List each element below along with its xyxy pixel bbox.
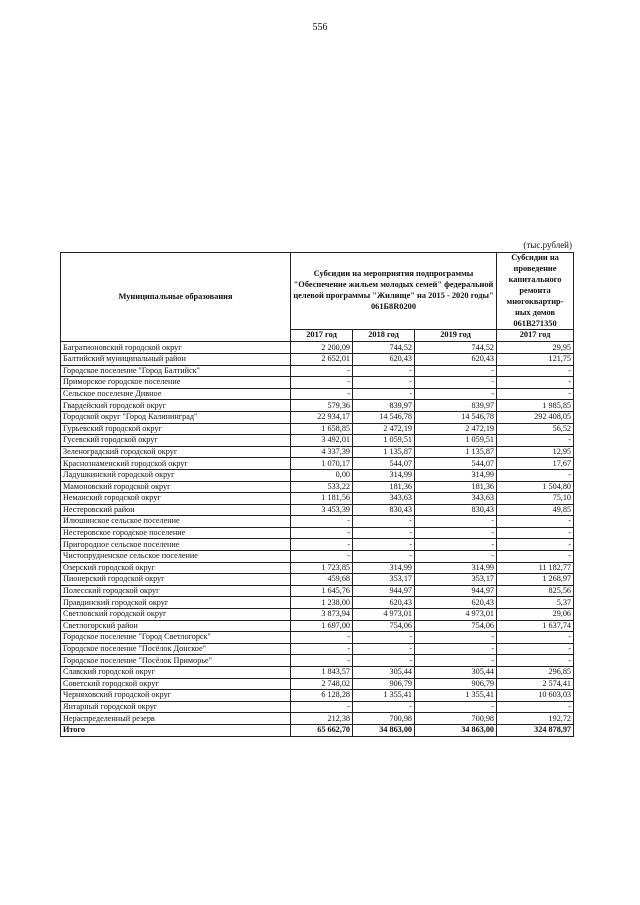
table-row bbox=[61, 539, 574, 551]
value-cell: 1 504,80 bbox=[497, 481, 574, 493]
value-cell: 825,56 bbox=[497, 585, 574, 597]
municipality-name: Городское поселение "Посёлок Донское" bbox=[61, 643, 291, 655]
value-cell: - bbox=[415, 632, 497, 644]
value-cell: 353,17 bbox=[353, 574, 415, 586]
value-cell: 1 070,17 bbox=[291, 458, 353, 470]
municipality-name: Правдинский городской округ bbox=[61, 597, 291, 609]
value-cell: 579,36 bbox=[291, 400, 353, 412]
value-cell: 544,07 bbox=[353, 458, 415, 470]
municipality-name: Нестеровское городское поселение bbox=[61, 527, 291, 539]
value-cell: 744,52 bbox=[415, 342, 497, 354]
table-row bbox=[61, 609, 574, 621]
table-row bbox=[61, 585, 574, 597]
value-cell: - bbox=[353, 365, 415, 377]
header-year-2019: 2019 год bbox=[415, 330, 497, 342]
municipality-name: Гвардейский городской округ bbox=[61, 400, 291, 412]
table-row bbox=[61, 458, 574, 470]
value-cell: 906,79 bbox=[415, 678, 497, 690]
value-cell: - bbox=[353, 527, 415, 539]
value-cell: 1 059,51 bbox=[415, 435, 497, 447]
value-cell: - bbox=[497, 365, 574, 377]
value-cell: 1 355,41 bbox=[353, 690, 415, 702]
municipality-name: Гусевский городской округ bbox=[61, 435, 291, 447]
header-year-2017: 2017 год bbox=[291, 330, 353, 342]
value-cell: 1 697,00 bbox=[291, 620, 353, 632]
table-row bbox=[61, 655, 574, 667]
table-row bbox=[61, 481, 574, 493]
value-cell: - bbox=[291, 643, 353, 655]
value-cell: 75,10 bbox=[497, 493, 574, 505]
value-cell: - bbox=[497, 435, 574, 447]
table-row bbox=[61, 504, 574, 516]
table-row bbox=[61, 388, 574, 400]
table-row bbox=[61, 667, 574, 679]
value-cell: 2 652,01 bbox=[291, 353, 353, 365]
municipality-name: Пригородное сельское поселение bbox=[61, 539, 291, 551]
value-cell: - bbox=[497, 655, 574, 667]
table-row bbox=[61, 527, 574, 539]
value-cell: 1 238,00 bbox=[291, 597, 353, 609]
table-row bbox=[61, 516, 574, 528]
subsidies-table bbox=[60, 252, 574, 737]
municipality-name: Городское поселение "Посёлок Приморье" bbox=[61, 655, 291, 667]
municipality-name: Чистопрудненское сельское поселение bbox=[61, 551, 291, 563]
value-cell: 34 863,00 bbox=[353, 724, 415, 736]
value-cell: 296,85 bbox=[497, 667, 574, 679]
value-cell: 2 748,02 bbox=[291, 678, 353, 690]
value-cell: - bbox=[415, 551, 497, 563]
value-cell: - bbox=[497, 469, 574, 481]
value-cell: 839,97 bbox=[415, 400, 497, 412]
value-cell: - bbox=[415, 365, 497, 377]
table-row bbox=[61, 365, 574, 377]
municipality-name: Полесский городской округ bbox=[61, 585, 291, 597]
municipality-name: Багратионовский городской округ bbox=[61, 342, 291, 354]
value-cell: 1 135,87 bbox=[353, 446, 415, 458]
value-cell: - bbox=[291, 655, 353, 667]
value-cell: 49,85 bbox=[497, 504, 574, 516]
table-row bbox=[61, 597, 574, 609]
value-cell: 5,37 bbox=[497, 597, 574, 609]
value-cell: 4 973,01 bbox=[415, 609, 497, 621]
value-cell: 292 408,05 bbox=[497, 411, 574, 423]
value-cell: - bbox=[291, 632, 353, 644]
table-row bbox=[61, 701, 574, 713]
value-cell: 305,44 bbox=[353, 667, 415, 679]
value-cell: - bbox=[353, 539, 415, 551]
municipality-name: Светлогорский район bbox=[61, 620, 291, 632]
value-cell: 744,52 bbox=[353, 342, 415, 354]
value-cell: 6 128,28 bbox=[291, 690, 353, 702]
value-cell: 830,43 bbox=[415, 504, 497, 516]
value-cell: 754,06 bbox=[353, 620, 415, 632]
municipality-name: Светловский городской округ bbox=[61, 609, 291, 621]
municipality-name: Мамоновский городской округ bbox=[61, 481, 291, 493]
value-cell: 324 878,97 bbox=[497, 724, 574, 736]
value-cell: - bbox=[291, 539, 353, 551]
value-cell: - bbox=[291, 527, 353, 539]
municipality-name: Нестеровский район bbox=[61, 504, 291, 516]
value-cell: 314,99 bbox=[415, 562, 497, 574]
value-cell: 2 472,19 bbox=[415, 423, 497, 435]
value-cell: 29,95 bbox=[497, 342, 574, 354]
value-cell: 343,63 bbox=[353, 493, 415, 505]
municipality-name: Советский городской округ bbox=[61, 678, 291, 690]
value-cell: 1 658,85 bbox=[291, 423, 353, 435]
value-cell: 1 723,85 bbox=[291, 562, 353, 574]
table-row bbox=[61, 620, 574, 632]
value-cell: 314,99 bbox=[353, 469, 415, 481]
table-row bbox=[61, 353, 574, 365]
municipality-name: Итого bbox=[61, 724, 291, 736]
table-row bbox=[61, 690, 574, 702]
value-cell: - bbox=[353, 632, 415, 644]
value-cell: 754,06 bbox=[415, 620, 497, 632]
value-cell: 29,06 bbox=[497, 609, 574, 621]
value-cell: 839,97 bbox=[353, 400, 415, 412]
value-cell: 10 603,03 bbox=[497, 690, 574, 702]
value-cell: 1 985,85 bbox=[497, 400, 574, 412]
table-row bbox=[61, 377, 574, 389]
value-cell: 56,52 bbox=[497, 423, 574, 435]
table-row bbox=[61, 574, 574, 586]
value-cell: 700,98 bbox=[353, 713, 415, 725]
table-row bbox=[61, 493, 574, 505]
value-cell: 181,36 bbox=[353, 481, 415, 493]
value-cell: 65 662,70 bbox=[291, 724, 353, 736]
value-cell: - bbox=[291, 551, 353, 563]
value-cell: - bbox=[497, 551, 574, 563]
table-row bbox=[61, 342, 574, 354]
value-cell: 620,43 bbox=[415, 353, 497, 365]
value-cell: - bbox=[497, 527, 574, 539]
total-row bbox=[61, 724, 574, 736]
municipality-name: Зеленоградский городской округ bbox=[61, 446, 291, 458]
value-cell: - bbox=[291, 365, 353, 377]
table-row bbox=[61, 678, 574, 690]
value-cell: 212,38 bbox=[291, 713, 353, 725]
municipality-name: Ладушкинский городской округ bbox=[61, 469, 291, 481]
table-row bbox=[61, 551, 574, 563]
value-cell: - bbox=[415, 701, 497, 713]
value-cell: - bbox=[415, 539, 497, 551]
value-cell: 533,22 bbox=[291, 481, 353, 493]
value-cell: - bbox=[415, 643, 497, 655]
value-cell: - bbox=[415, 516, 497, 528]
value-cell: 1 181,56 bbox=[291, 493, 353, 505]
value-cell: 34 863,00 bbox=[415, 724, 497, 736]
table-row bbox=[61, 446, 574, 458]
value-cell: 2 200,09 bbox=[291, 342, 353, 354]
value-cell: 3 873,94 bbox=[291, 609, 353, 621]
value-cell: 353,17 bbox=[415, 574, 497, 586]
municipality-name: Городское поселение "Город Светлогорск" bbox=[61, 632, 291, 644]
value-cell: 3 453,39 bbox=[291, 504, 353, 516]
value-cell: 192,72 bbox=[497, 713, 574, 725]
value-cell: - bbox=[291, 377, 353, 389]
value-cell: 4 337,39 bbox=[291, 446, 353, 458]
value-cell: 1 355,41 bbox=[415, 690, 497, 702]
value-cell: 1 268,97 bbox=[497, 574, 574, 586]
value-cell: - bbox=[291, 388, 353, 400]
table-row bbox=[61, 562, 574, 574]
value-cell: 305,44 bbox=[415, 667, 497, 679]
value-cell: 620,43 bbox=[415, 597, 497, 609]
value-cell: 14 546,78 bbox=[415, 411, 497, 423]
value-cell: 944,97 bbox=[353, 585, 415, 597]
header-program-subsidy: Субсидии на мероприятия подпрограммы "Обеспечение жильем молодых семей" федеральной целевой программы "Жилище" на 2015 - 2020 годы" 061Б8R0200 bbox=[291, 253, 497, 330]
header-municipal: Муниципальные образования bbox=[61, 253, 291, 342]
value-cell: 22 934,17 bbox=[291, 411, 353, 423]
municipality-name: Сельское поселение Дивное bbox=[61, 388, 291, 400]
value-cell: - bbox=[497, 643, 574, 655]
value-cell: 906,79 bbox=[353, 678, 415, 690]
value-cell: 17,67 bbox=[497, 458, 574, 470]
municipality-name: Гурьевский городской округ bbox=[61, 423, 291, 435]
value-cell: 314,99 bbox=[415, 469, 497, 481]
value-cell: - bbox=[415, 377, 497, 389]
value-cell: 12,95 bbox=[497, 446, 574, 458]
value-cell: - bbox=[353, 643, 415, 655]
value-cell: 944,97 bbox=[415, 585, 497, 597]
municipality-name: Нераспределенный резерв bbox=[61, 713, 291, 725]
value-cell: - bbox=[415, 527, 497, 539]
value-cell: 1 059,51 bbox=[353, 435, 415, 447]
table-row bbox=[61, 713, 574, 725]
municipality-name: Черняховский городской округ bbox=[61, 690, 291, 702]
page-number: 556 bbox=[312, 22, 328, 33]
table-row bbox=[61, 435, 574, 447]
header-year-2017-repair: 2017 год bbox=[497, 330, 574, 342]
value-cell: 700,98 bbox=[415, 713, 497, 725]
value-cell: 1 843,57 bbox=[291, 667, 353, 679]
value-cell: 4 973,01 bbox=[353, 609, 415, 621]
value-cell: - bbox=[415, 388, 497, 400]
value-cell: 343,63 bbox=[415, 493, 497, 505]
table-row bbox=[61, 643, 574, 655]
value-cell: 14 546,78 bbox=[353, 411, 415, 423]
value-cell: 2 574,41 bbox=[497, 678, 574, 690]
header-repair-subsidy: Субсидии на проведение капитального ремонта многоквартир-ных домов 061В271350 bbox=[497, 253, 574, 330]
value-cell: - bbox=[353, 377, 415, 389]
municipality-name: Неманский городской округ bbox=[61, 493, 291, 505]
table-row bbox=[61, 400, 574, 412]
value-cell: 2 472,19 bbox=[353, 423, 415, 435]
value-cell: 620,43 bbox=[353, 597, 415, 609]
value-cell: 1 645,76 bbox=[291, 585, 353, 597]
municipality-name: Балтийский муниципальный район bbox=[61, 353, 291, 365]
value-cell: - bbox=[353, 551, 415, 563]
value-cell: 3 492,01 bbox=[291, 435, 353, 447]
value-cell: - bbox=[497, 701, 574, 713]
value-cell: - bbox=[497, 377, 574, 389]
table-row bbox=[61, 423, 574, 435]
value-cell: - bbox=[353, 516, 415, 528]
municipality-name: Озерский городской округ bbox=[61, 562, 291, 574]
header-year-2018: 2018 год bbox=[353, 330, 415, 342]
value-cell: - bbox=[497, 388, 574, 400]
value-cell: 459,68 bbox=[291, 574, 353, 586]
table-row bbox=[61, 411, 574, 423]
value-cell: - bbox=[291, 516, 353, 528]
municipality-name: Приморское городское поселение bbox=[61, 377, 291, 389]
municipality-name: Краснознаменский городской округ bbox=[61, 458, 291, 470]
municipality-name: Янтарный городской округ bbox=[61, 701, 291, 713]
municipality-name: Городское поселение "Город Балтийск" bbox=[61, 365, 291, 377]
value-cell: 1 637,74 bbox=[497, 620, 574, 632]
value-cell: 121,75 bbox=[497, 353, 574, 365]
value-cell: 0,00 bbox=[291, 469, 353, 481]
value-cell: - bbox=[497, 632, 574, 644]
value-cell: 11 182,77 bbox=[497, 562, 574, 574]
value-cell: - bbox=[497, 539, 574, 551]
value-cell: 314,99 bbox=[353, 562, 415, 574]
value-cell: - bbox=[291, 701, 353, 713]
value-cell: - bbox=[353, 701, 415, 713]
table-row bbox=[61, 632, 574, 644]
units-label: (тыс.рублей) bbox=[523, 240, 572, 250]
value-cell: - bbox=[353, 388, 415, 400]
value-cell: 181,36 bbox=[415, 481, 497, 493]
value-cell: 830,43 bbox=[353, 504, 415, 516]
table-row bbox=[61, 469, 574, 481]
value-cell: 620,43 bbox=[353, 353, 415, 365]
municipality-name: Славский городской округ bbox=[61, 667, 291, 679]
value-cell: - bbox=[497, 516, 574, 528]
municipality-name: Пионерский городской округ bbox=[61, 574, 291, 586]
value-cell: - bbox=[353, 655, 415, 667]
municipality-name: Илюшинское сельское поселение bbox=[61, 516, 291, 528]
municipality-name: Городской округ "Город Калининград" bbox=[61, 411, 291, 423]
value-cell: 1 135,87 bbox=[415, 446, 497, 458]
value-cell: - bbox=[415, 655, 497, 667]
value-cell: 544,07 bbox=[415, 458, 497, 470]
